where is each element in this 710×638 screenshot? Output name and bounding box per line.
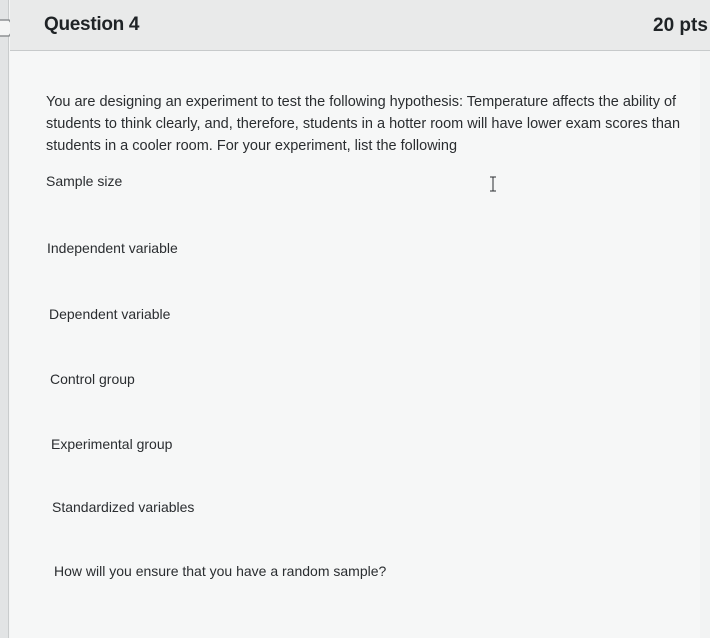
question-header: [10, 0, 710, 51]
question-body: [10, 51, 700, 638]
item-sample-size: Sample size: [46, 173, 123, 189]
left-edge: [0, 0, 9, 638]
question-prompt: You are designing an experiment to test the following hypothesis: Temperature affects the ability of students to think clearly, and, therefore, students in a hotter room will have lower exam scores than students in a cooler room. For your experiment, list the following: [46, 94, 681, 154]
text-cursor-icon: [489, 176, 497, 192]
item-dependent-variable: Dependent variable: [49, 306, 171, 322]
item-experimental-group: Experimental group: [51, 436, 173, 452]
item-random-sample-question: How will you ensure that you have a random sample?: [54, 563, 387, 579]
question-title: Question 4: [44, 14, 140, 35]
points-label: 20 pts: [653, 15, 708, 36]
item-standardized-variables: Standardized variables: [52, 499, 195, 515]
item-independent-variable: Independent variable: [47, 240, 178, 256]
item-control-group: Control group: [50, 371, 135, 387]
